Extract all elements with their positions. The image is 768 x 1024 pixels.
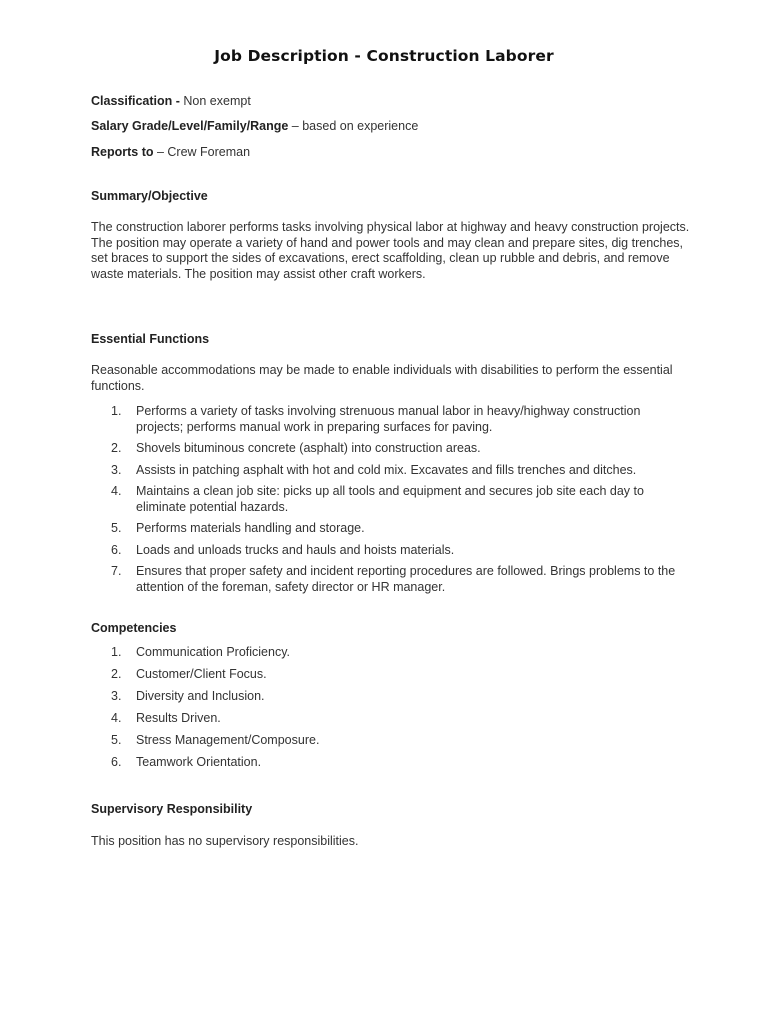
- summary-paragraph: The construction laborer performs tasks involving physical labor at highway and heavy construction projects. The position may operate a variety of hand and power tools and may clean and prepare sites, dig trenches, set braces to support the sides of excavations, erect scaffolding, clean up rubble and debris, and remove waste materials. The position may assist other craft workers.: [91, 220, 690, 281]
- competencies-heading: Competencies: [91, 621, 177, 635]
- salary-value: – based on experience: [288, 119, 419, 133]
- classification-value: Non exempt: [183, 94, 251, 108]
- list-item: 3. Diversity and Inclusion.: [111, 689, 265, 703]
- list-item: 1. Communication Proficiency.: [111, 645, 290, 659]
- list-item: 7. Ensures that proper safety and incident reporting procedures are followed. Brings problems to the attention of the foreman, safety director or HR manager.: [111, 564, 676, 594]
- list-item: 5. Performs materials handling and storage.: [111, 521, 365, 535]
- summary-heading: Summary/Objective: [91, 189, 208, 203]
- list-item: 2. Customer/Client Focus.: [111, 667, 267, 681]
- list-item: 6. Loads and unloads trucks and hauls and hoists materials.: [111, 542, 455, 557]
- list-item: 1. Performs a variety of tasks involving strenuous manual labor in heavy/highway construction projects; performs manual work in preparing surfaces for paving.: [111, 404, 641, 434]
- list-item: 6. Teamwork Orientation.: [111, 755, 262, 769]
- essential-functions-list: [91, 404, 691, 595]
- list-item: 4. Maintains a clean job site: picks up all tools and equipment and secures job site each day to eliminate potential hazards.: [111, 484, 644, 514]
- supervisory-heading: Supervisory Responsibility: [91, 802, 253, 816]
- reports-to-value: – Crew Foreman: [153, 145, 251, 159]
- classification-label: Classification -: [91, 94, 184, 108]
- reports-to-line: [91, 144, 250, 160]
- salary-label: Salary Grade/Level/Family/Range: [91, 119, 289, 133]
- classification-line: [91, 93, 251, 109]
- list-item: 4. Results Driven.: [111, 711, 221, 725]
- essential-functions-intro: Reasonable accommodations may be made to enable individuals with disabilities to perform the essential functions.: [91, 363, 673, 393]
- supervisory-paragraph: This position has no supervisory responsibilities.: [91, 834, 359, 848]
- essential-functions-heading: Essential Functions: [91, 332, 210, 346]
- salary-line: [91, 118, 418, 134]
- document-title: Job Description - Construction Laborer: [214, 47, 554, 65]
- list-item: 2. Shovels bituminous concrete (asphalt) into construction areas.: [111, 441, 481, 455]
- list-item: 5. Stress Management/Composure.: [111, 733, 320, 747]
- list-item: 3. Assists in patching asphalt with hot and cold mix. Excavates and fills trenches and ditches.: [111, 462, 637, 477]
- reports-to-label: Reports to: [91, 145, 154, 159]
- competencies-list: [91, 645, 691, 771]
